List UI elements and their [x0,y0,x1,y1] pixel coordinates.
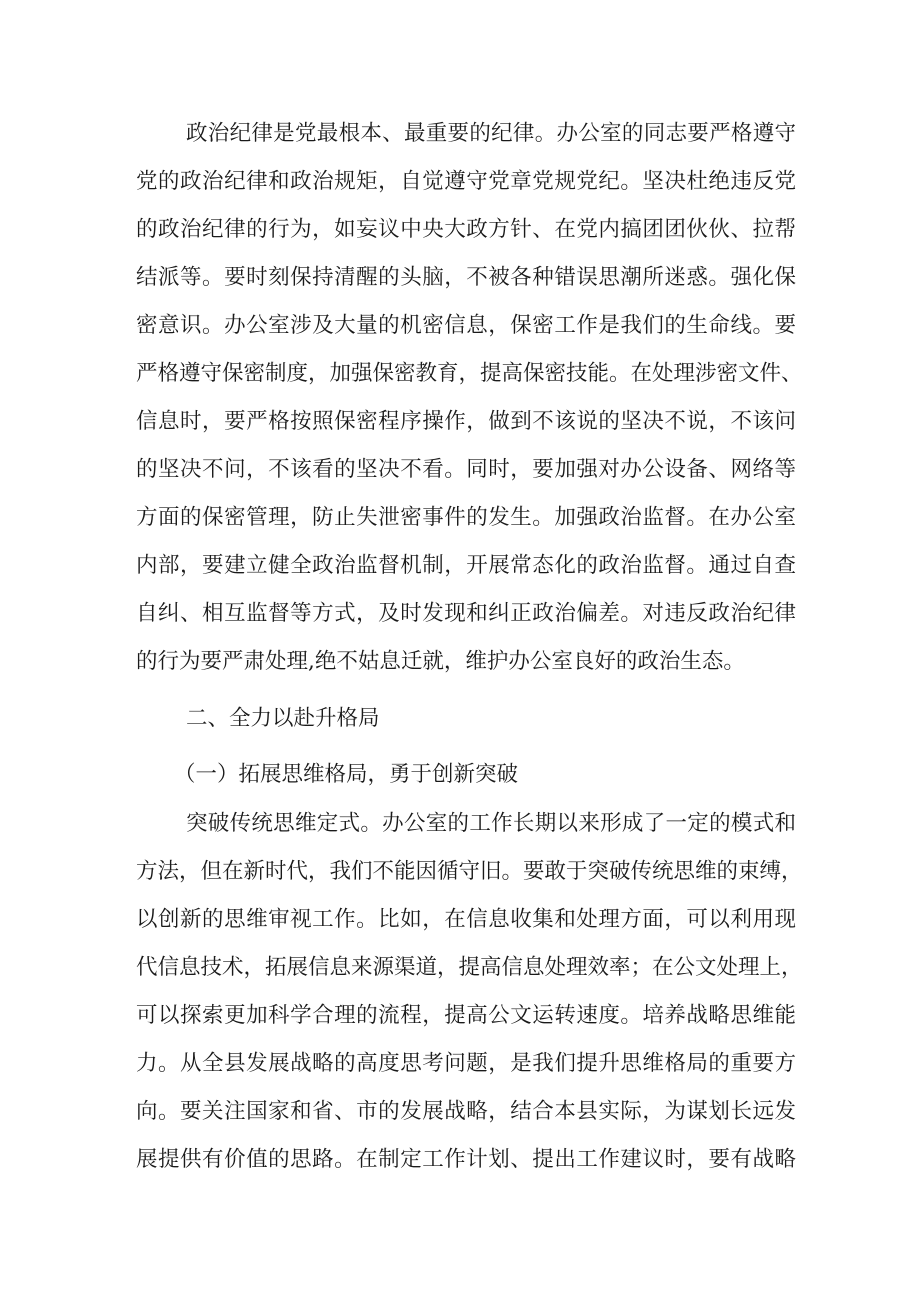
paragraph-2-line-7: 向。要关注国家和省、市的发展战略，结合本县实际，为谋划长远发 [136,1099,796,1124]
paragraph-1-line-10: 内部，要建立健全政治监督机制，开展常态化的政治监督。通过自查 [136,553,796,578]
paragraph-2-line-2: 方法，但在新时代，我们不能因循守旧。要敢于突破传统思维的束缚， [136,859,803,884]
paragraph-2-line-1: 突破传统思维定式。办公室的工作长期以来形成了一定的模式和 [186,811,796,836]
paragraph-1-line-1: 政治纪律是党最根本、最重要的纪律。办公室的同志要严格遵守 [186,121,796,146]
paragraph-1-line-3: 的政治纪律的行为，如妄议中央大政方针、在党内搞团团伙伙、拉帮 [136,217,796,242]
paragraph-1-line-9: 方面的保密管理，防止失泄密事件的发生。加强政治监督。在办公室 [136,505,796,530]
section-heading: 二、全力以赴升格局 [186,706,380,731]
paragraph-1-line-2: 党的政治纪律和政治规矩，自觉遵守党章党规党纪。坚决杜绝违反党 [136,169,796,194]
paragraph-1-line-5: 密意识。办公室涉及大量的机密信息，保密工作是我们的生命线。要 [136,313,796,338]
paragraph-1-line-7: 信息时，要严格按照保密程序操作，做到不该说的坚决不说，不该问 [136,409,796,434]
paragraph-1-line-4: 结派等。要时刻保持清醒的头脑，不被各种错误思潮所迷惑。强化保 [136,265,796,290]
paragraph-1-line-11: 自纠、相互监督等方式，及时发现和纠正政治偏差。对违反政治纪律 [136,601,796,626]
paragraph-2-line-4: 代信息技术，拓展信息来源渠道，提高信息处理效率；在公文处理上， [136,955,803,980]
paragraph-1-line-8: 的坚决不问，不该看的坚决不看。同时，要加强对办公设备、网络等 [136,457,796,482]
paragraph-2-line-5: 可以探索更加科学合理的流程，提高公文运转速度。培养战略思维能 [136,1003,796,1028]
paragraph-1-line-6: 严格遵守保密制度，加强保密教育，提高保密技能。在处理涉密文件、 [136,361,803,386]
paragraph-2-line-6: 力。从全县发展战略的高度思考问题，是我们提升思维格局的重要方 [136,1051,796,1076]
paragraph-2-line-8: 展提供有价值的思路。在制定工作计划、提出工作建议时，要有战略 [136,1147,796,1172]
paragraph-2-line-3: 以创新的思维审视工作。比如，在信息收集和处理方面，可以利用现 [136,907,796,932]
subsection-heading: （一）拓展思维格局，勇于创新突破 [174,762,519,787]
paragraph-1-line-12: 的行为要严肃处理,绝不姑息迁就，维护办公室良好的政治生态。 [136,649,745,674]
